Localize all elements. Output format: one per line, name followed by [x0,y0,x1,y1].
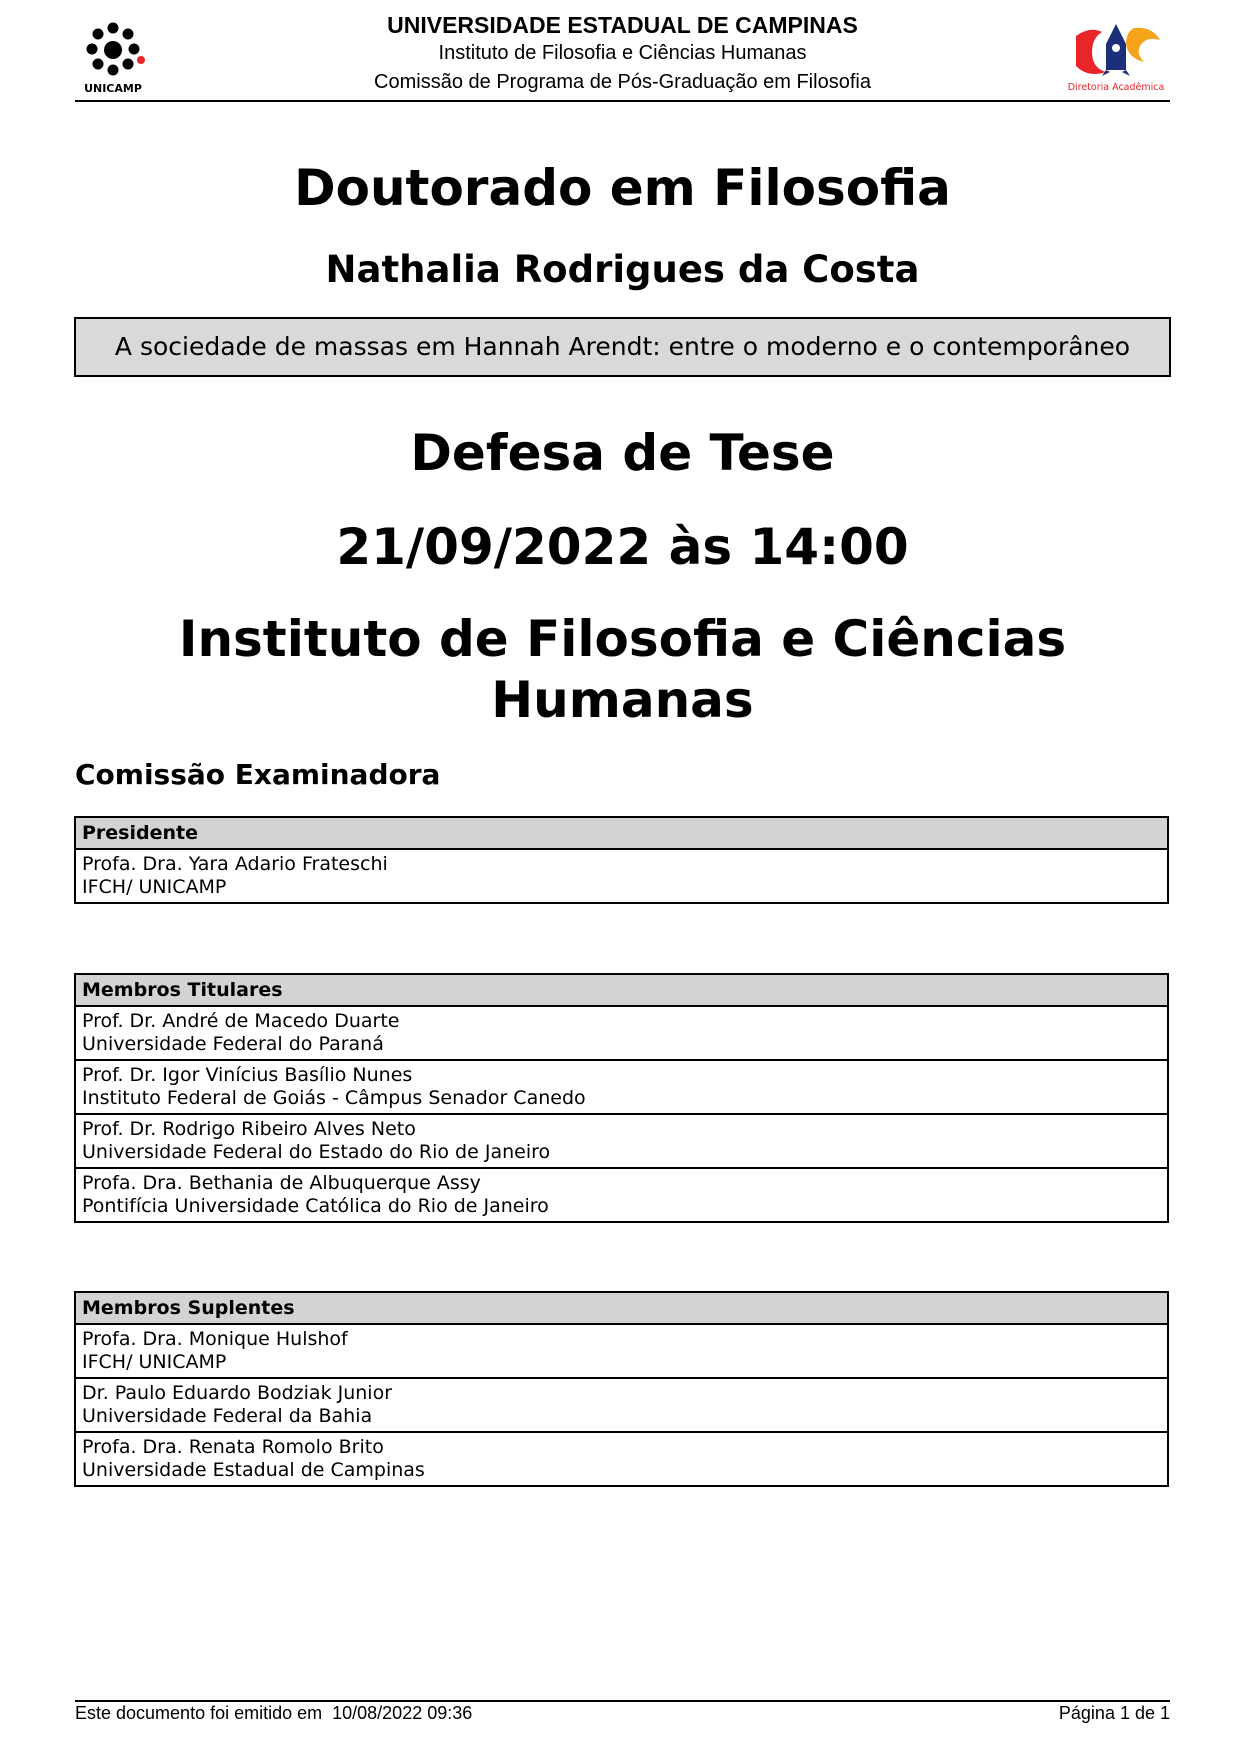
event-location [75,609,1170,731]
president-header: Presidente [75,817,1168,849]
commission-name: Comissão de Programa de Pós-Graduação em Filosofia [374,71,871,93]
member-affiliation: Universidade Federal do Estado do Rio de Janeiro [82,1141,551,1163]
thesis-title: A sociedade de massas em Hannah Arendt: entre o moderno e o contemporâneo [114,332,1131,361]
committee-heading: Comissão Examinadora [75,758,441,791]
table-row [75,1060,1168,1114]
program-title: Doutorado em Filosofia [294,159,951,217]
table-row [75,1114,1168,1168]
suplentes-header: Membros Suplentes [75,1292,1168,1324]
titulares-header: Membros Titulares [75,974,1168,1006]
member-name: Dr. Paulo Eduardo Bodziak Junior [82,1382,393,1404]
institute-name: Instituto de Filosofia e Ciências Humanas [438,42,807,64]
location-line-2: Humanas [491,671,754,729]
document-footer [75,1700,1170,1723]
table-row [75,1378,1168,1432]
diretoria-academica-logo [1062,18,1170,98]
member-name: Profa. Dra. Renata Romolo Brito [82,1436,384,1458]
titulares-table [74,973,1169,1223]
member-affiliation: Instituto Federal de Goiás - Câmpus Senador Canedo [82,1087,586,1109]
member-affiliation: IFCH/ UNICAMP [82,876,227,898]
table-row [75,1432,1168,1486]
university-name: UNIVERSIDADE ESTADUAL DE CAMPINAS [387,12,858,38]
event-title: Defesa de Tese [410,424,835,482]
member-affiliation: Universidade Federal do Paraná [82,1033,384,1055]
table-row [75,1006,1168,1060]
president-table [74,816,1169,904]
suplentes-table [74,1291,1169,1487]
member-affiliation: IFCH/ UNICAMP [82,1351,227,1373]
thesis-title-box [74,317,1171,377]
member-name: Profa. Dra. Monique Hulshof [82,1328,348,1350]
member-name: Prof. Dr. André de Macedo Duarte [82,1010,400,1032]
member-affiliation: Universidade Estadual de Campinas [82,1459,425,1481]
table-row [75,849,1168,903]
document-header [75,10,1170,102]
member-affiliation: Pontifícia Universidade Católica do Rio de Janeiro [82,1195,549,1217]
candidate-name: Nathalia Rodrigues da Costa [325,248,920,291]
location-line-1: Instituto de Filosofia e Ciências [178,610,1067,668]
table-row [75,1324,1168,1378]
event-datetime: 21/09/2022 às 14:00 [336,518,909,576]
unicamp-logo-text: UNICAMP [84,82,142,95]
page-number: Página 1 de 1 [1058,1703,1170,1723]
member-name: Profa. Dra. Yara Adario Frateschi [82,853,388,875]
diretoria-logo-text: Diretoria Acadêmica [1067,82,1165,93]
issued-date: Este documento foi emitido em 10/08/2022 09:36 [75,1703,473,1723]
table-row [75,1168,1168,1222]
member-name: Prof. Dr. Igor Vinícius Basílio Nunes [82,1064,413,1086]
member-name: Profa. Dra. Bethania de Albuquerque Assy [82,1172,481,1194]
member-name: Prof. Dr. Rodrigo Ribeiro Alves Neto [82,1118,416,1140]
member-affiliation: Universidade Federal da Bahia [82,1405,373,1427]
